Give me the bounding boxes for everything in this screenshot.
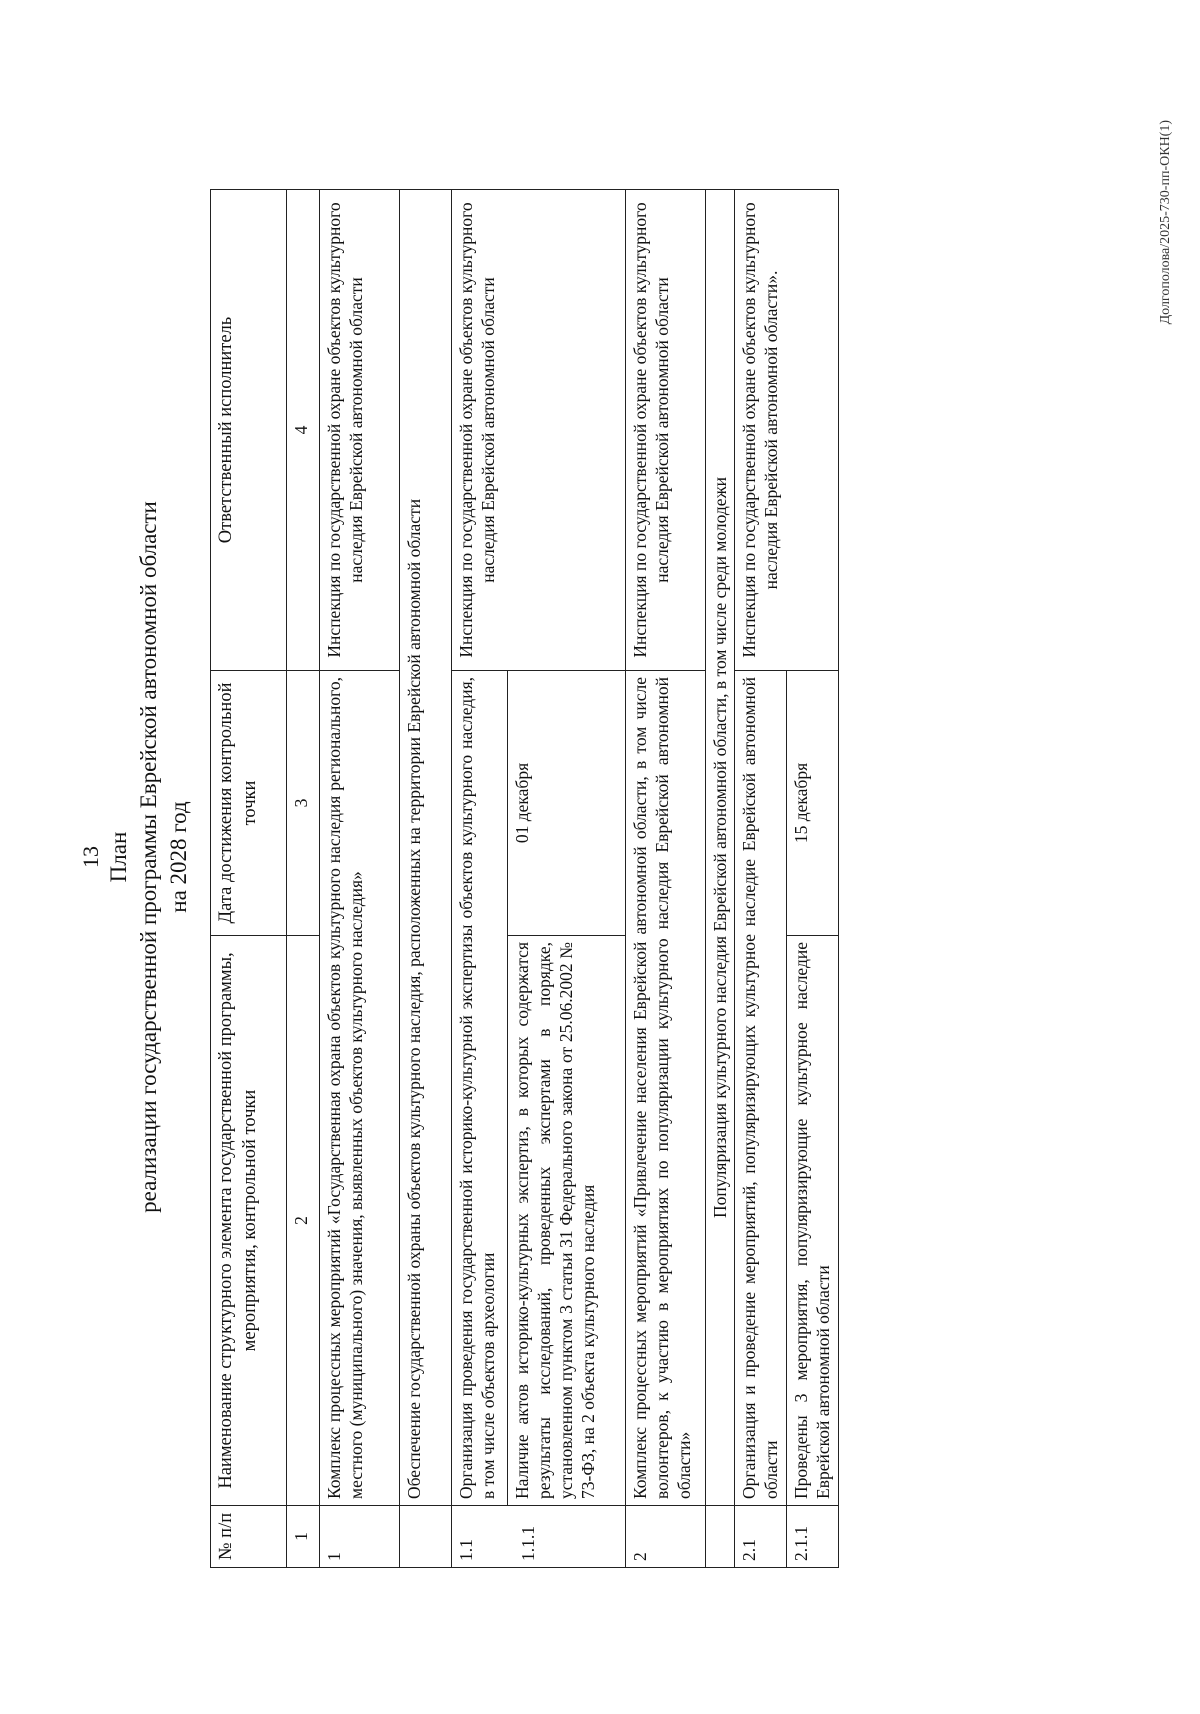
document-title	[104, 0, 194, 1714]
section-row	[706, 190, 735, 1568]
table-row	[452, 190, 508, 1568]
table-row	[735, 190, 787, 1568]
table-header-row	[211, 190, 287, 1568]
row-number: 2.1.1	[787, 1506, 839, 1568]
row-text: Организация и проведение мероприятий, популяризирующих культурное наследие Еврейской автономной области	[735, 671, 787, 1506]
section-row	[400, 190, 452, 1568]
row-executor: Инспекция по государственной охране объектов культурного наследия Еврейской автономной области	[320, 190, 400, 671]
column-number: 3	[287, 671, 320, 936]
row-text: Проведены 3 мероприятия, популяризирующие культурное наследие Еврейской автономной области	[787, 936, 839, 1506]
row-executor: Инспекция по государственной охране объектов культурного наследия Еврейской автономной области	[452, 190, 626, 671]
row-text: Организация проведения государственной историко-культурной экспертизы объектов культурного наследия, в том числе объектов археологии	[452, 671, 508, 1506]
row-number: 1.1 1.1.1	[452, 1506, 626, 1568]
row-executor: Инспекция по государственной охране объектов культурного наследия Еврейской автономной области	[626, 190, 706, 671]
column-number: 2	[287, 936, 320, 1506]
row-text: Комплекс процессных мероприятий «Государственная охрана объектов культурного наследия регионального, местного (муниципального) значения, выявленных объектов культурного наследия»	[320, 671, 400, 1506]
header-number: № п/п	[211, 1506, 287, 1568]
row-text: Комплекс процессных мероприятий «Привлечение населения Еврейской автономной области, в том числе волонтеров, к участию в мероприятиях по популяризации культурного наследия Еврейской автономной области»	[626, 671, 706, 1506]
column-number: 1	[287, 1506, 320, 1568]
row-number: 1	[320, 1506, 400, 1568]
section-title: Обеспечение государственной охраны объектов культурного наследия, расположенных на территории Еврейской автономной области	[400, 190, 452, 1506]
row-number: 2.1	[735, 1506, 787, 1568]
header-name: Наименование структурного элемента государственной программы, мероприятия, контрольной точки	[211, 936, 287, 1506]
header-date: Дата достижения контрольной точки	[211, 671, 287, 936]
row-number-empty	[400, 1506, 452, 1568]
row-date: 15 декабря	[787, 671, 839, 936]
row-executor: Инспекция по государственной охране объектов культурного наследия Еврейской автономной области».	[735, 190, 839, 671]
row-number: 2	[626, 1506, 706, 1568]
column-number-row	[287, 190, 320, 1568]
row-number: 1.1.1	[518, 1526, 538, 1561]
title-line-2: реализации государственной программы Еврейской автономной области	[136, 501, 161, 1213]
title-line-3: на 2028 год	[166, 801, 191, 913]
title-line-1: План	[106, 831, 131, 883]
row-text-content: Наличие актов историко-культурных экспертиз, в которых содержатся результаты исследований, проведенных экспертами в порядке, установленном пунктом 3 статьи 31 Федерального закона от 25.06.2002 № 73-ФЗ, на 2 объекта культурного наследия	[512, 942, 598, 1499]
document-code: Долгополова/2025-730-пп-ОКН(1)	[1158, 120, 1173, 325]
row-number-empty	[706, 1506, 735, 1568]
page-number: 13	[78, 846, 103, 868]
plan-table	[210, 189, 839, 1568]
column-number: 4	[287, 190, 320, 671]
table-row	[626, 190, 706, 1568]
row-date: 01 декабря	[508, 671, 626, 936]
header-executor: Ответственный исполнитель	[211, 190, 287, 671]
table-row	[320, 190, 400, 1568]
section-title: Популяризация культурного наследия Еврейской автономной области, в том числе среди молодежи	[706, 190, 735, 1506]
row-text	[508, 936, 626, 1506]
